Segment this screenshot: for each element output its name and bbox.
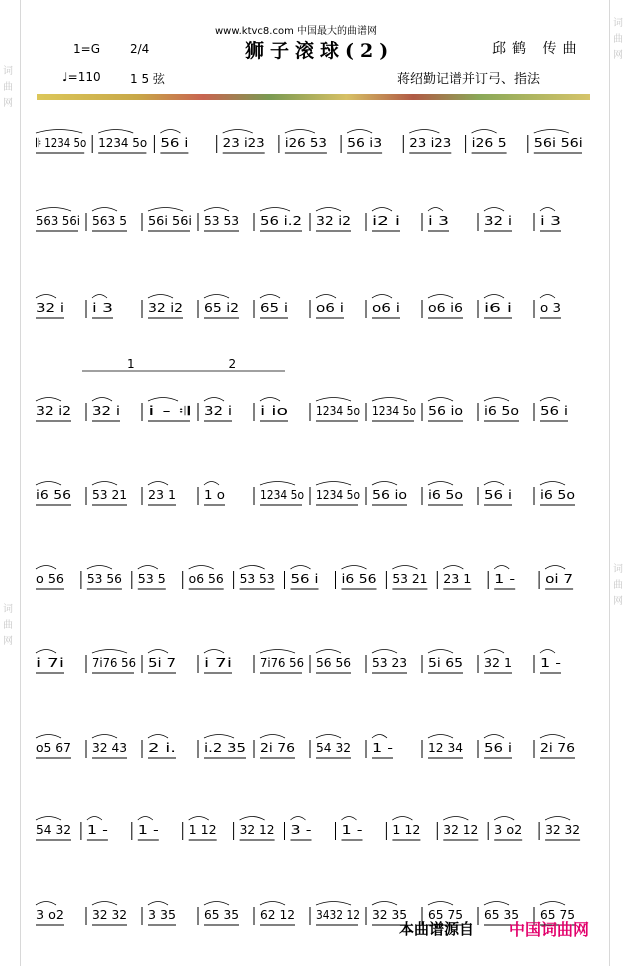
slur-mark — [204, 650, 224, 654]
slur-mark — [484, 902, 509, 906]
right-margin-strip — [609, 0, 630, 966]
slur-mark — [148, 650, 168, 654]
measure-notes: i 3 — [428, 214, 449, 228]
slur-mark — [260, 902, 285, 906]
measure-notes: 1234 5o — [316, 488, 360, 502]
measure-notes: 23 1 — [443, 572, 472, 586]
measure-notes: o6 56 — [188, 572, 224, 586]
slur-mark — [494, 566, 509, 570]
time-signature: 2/4 — [130, 42, 150, 56]
notation-line — [30, 561, 590, 601]
watermark-char: 曲 — [3, 620, 13, 631]
notation-line — [30, 645, 590, 685]
measure-notes: i26 5 — [471, 136, 507, 150]
slur-mark — [372, 295, 392, 299]
measure-notes: 1 12 — [188, 823, 217, 837]
notation-line — [30, 730, 590, 770]
slur-mark — [92, 208, 117, 212]
measure-notes: 32 1 — [484, 656, 512, 670]
slur-mark — [484, 398, 509, 402]
watermark-char: 词 — [613, 564, 623, 575]
measure-notes: 53 21 — [92, 488, 127, 502]
measure-notes: 56 i — [540, 404, 568, 418]
slur-mark — [223, 130, 253, 134]
slur-mark — [92, 398, 112, 402]
slur-mark — [92, 295, 107, 299]
watermark-char: 网 — [613, 596, 623, 607]
measure-notes: 56 i — [484, 488, 512, 502]
measure-notes: i6 56 — [341, 572, 377, 586]
measure-notes: 2 i. — [148, 741, 176, 755]
arranger-credit: 蒋绍勤记谱并订弓、指法 — [397, 72, 541, 87]
slur-mark — [148, 482, 168, 486]
slur-mark — [534, 130, 569, 134]
slur-mark — [291, 817, 306, 821]
slur-mark — [204, 735, 234, 739]
measure-notes: 53 53 — [204, 214, 239, 228]
measure-notes: 65 35 — [484, 908, 519, 922]
slur-mark — [428, 295, 453, 299]
measure-notes: i6 5o — [428, 488, 463, 502]
slur-mark — [484, 735, 504, 739]
slur-mark — [189, 566, 214, 570]
slur-mark — [372, 735, 387, 739]
measure-notes: i2 i — [372, 214, 400, 228]
measure-notes: 23 i23 — [409, 136, 452, 150]
measure-notes: 32 35 — [372, 908, 407, 922]
slur-mark — [316, 482, 351, 486]
source-label: 本曲谱源自 — [399, 920, 475, 938]
slur-mark — [260, 650, 295, 654]
measure-notes: 65 i — [260, 301, 288, 315]
measure-notes: i6 56 — [36, 488, 71, 502]
notation-line-svg — [30, 125, 590, 165]
watermark-char: 词 — [613, 18, 623, 29]
measure-notes: 1 - — [540, 656, 561, 670]
slur-mark — [240, 817, 265, 821]
slur-mark — [148, 398, 178, 402]
slur-mark — [540, 398, 560, 402]
slur-mark — [540, 735, 565, 739]
measure-notes: 32 i2 — [148, 301, 183, 315]
slur-mark — [36, 735, 61, 739]
slur-mark — [36, 650, 56, 654]
measure-notes: 1234 5o — [260, 488, 304, 502]
measure-notes: 5i 65 — [428, 656, 463, 670]
notation-line-svg — [30, 897, 590, 937]
slur-mark — [138, 566, 158, 570]
measure-notes: 3432 12 — [316, 908, 360, 922]
slur-mark — [472, 130, 497, 134]
measure-notes: 56 56 — [316, 656, 351, 670]
volta-number: 1 — [127, 357, 135, 371]
measure-notes: 1234 5o — [372, 404, 416, 418]
measure-notes: o5 67 — [36, 741, 71, 755]
slur-mark — [87, 566, 112, 570]
measure-notes: 𝄆 1234 5o — [36, 136, 87, 150]
slur-mark — [36, 130, 82, 134]
measure-notes: 56 i — [290, 572, 319, 586]
slur-mark — [316, 650, 341, 654]
left-margin-strip — [0, 0, 21, 966]
measure-notes: 32 12 — [443, 823, 479, 837]
notation-line-svg — [30, 290, 590, 330]
watermark-char: 词 — [3, 66, 13, 77]
measure-notes: i 3 — [540, 214, 561, 228]
slur-mark — [316, 295, 336, 299]
slur-mark — [484, 295, 504, 299]
slur-mark — [428, 902, 453, 906]
measure-notes: 1 - — [86, 823, 108, 837]
measure-notes: oi 7 — [545, 572, 574, 586]
measure-notes: o 56 — [36, 572, 64, 586]
measure-notes: 3 - — [290, 823, 312, 837]
slur-mark — [92, 482, 117, 486]
measure-notes: 32 i — [92, 404, 120, 418]
measure-notes: 32 32 — [92, 908, 127, 922]
measure-notes: 1234 5o — [98, 136, 148, 150]
slur-mark — [36, 902, 56, 906]
slur-mark — [260, 482, 295, 486]
string-tuning: 1 5 弦 — [130, 72, 165, 86]
measure-notes: i6 i — [484, 301, 512, 315]
measure-notes: i 7i — [36, 656, 64, 670]
measure-notes: 1 12 — [392, 823, 421, 837]
measure-notes: 53 5 — [137, 572, 166, 586]
measure-notes: 65 75 — [428, 908, 463, 922]
slur-mark — [36, 482, 61, 486]
measure-notes: 56 i — [160, 136, 189, 150]
brand-logo-text: 中国词曲网 — [509, 920, 590, 939]
notation-line — [30, 812, 590, 852]
measure-notes: 53 23 — [372, 656, 407, 670]
measure-notes: i6 5o — [540, 488, 575, 502]
slur-mark — [342, 566, 367, 570]
slur-mark — [545, 817, 570, 821]
watermark-char: 网 — [3, 98, 13, 109]
slur-mark — [98, 130, 133, 134]
slur-mark — [148, 735, 168, 739]
slur-mark — [148, 208, 183, 212]
measure-notes: 53 53 — [239, 572, 275, 586]
measure-notes: 1 o — [204, 488, 225, 502]
slur-mark — [260, 295, 280, 299]
decorative-divider — [37, 94, 590, 100]
watermark-char: 曲 — [3, 82, 13, 93]
slur-mark — [36, 398, 61, 402]
slur-mark — [372, 650, 397, 654]
slur-mark — [409, 130, 439, 134]
measure-notes: 32 i2 — [36, 404, 71, 418]
slur-mark — [316, 902, 351, 906]
slur-mark — [204, 208, 229, 212]
measure-notes: 563 56i — [36, 214, 80, 228]
measure-notes: 2i 76 — [260, 741, 295, 755]
measure-notes: 1234 5o — [316, 404, 360, 418]
slur-mark — [189, 817, 209, 821]
measure-notes: o6 i — [316, 301, 344, 315]
slur-mark — [540, 482, 565, 486]
slur-mark — [428, 398, 453, 402]
notation-line — [30, 203, 590, 243]
slur-mark — [148, 295, 173, 299]
slur-mark — [540, 650, 555, 654]
measure-notes: 56 io — [428, 404, 463, 418]
slur-mark — [443, 817, 468, 821]
composer-credit: 邱鹤 传曲 — [492, 41, 583, 57]
notation-line — [30, 357, 590, 433]
slur-mark — [36, 817, 61, 821]
notation-line — [30, 290, 590, 330]
measure-notes: 7i76 56 — [260, 656, 304, 670]
measure-notes: o6 i6 — [428, 301, 463, 315]
measure-notes: 65 35 — [204, 908, 239, 922]
tempo-marking: ♩=110 — [62, 70, 101, 84]
slur-mark — [36, 208, 71, 212]
notation-line — [30, 897, 590, 937]
slur-mark — [160, 130, 180, 134]
slur-mark — [392, 566, 417, 570]
notation-line-svg — [30, 203, 590, 243]
watermark-char: 网 — [613, 50, 623, 61]
slur-mark — [240, 566, 265, 570]
slur-mark — [291, 566, 311, 570]
measure-notes: 1 - — [494, 572, 516, 586]
measure-notes: 3 o2 — [494, 823, 523, 837]
measure-notes: 32 12 — [239, 823, 275, 837]
measure-notes: 3 o2 — [36, 908, 64, 922]
slur-mark — [316, 208, 341, 212]
notation-line — [30, 125, 590, 165]
slur-mark — [285, 130, 315, 134]
measure-notes: 1 - — [372, 741, 393, 755]
slur-mark — [372, 398, 407, 402]
watermark-char: 曲 — [613, 34, 623, 45]
slur-mark — [545, 566, 565, 570]
slur-mark — [204, 902, 229, 906]
slur-mark — [372, 208, 392, 212]
slur-mark — [204, 482, 219, 486]
slur-mark — [138, 817, 153, 821]
measure-notes: 65 75 — [540, 908, 575, 922]
slur-mark — [87, 817, 102, 821]
notation-line-svg — [30, 561, 590, 601]
measure-notes: i26 53 — [284, 136, 327, 150]
slur-mark — [260, 735, 285, 739]
slur-mark — [484, 208, 504, 212]
slur-mark — [36, 566, 56, 570]
measure-notes: 5i 7 — [148, 656, 176, 670]
measure-notes: 23 i23 — [222, 136, 265, 150]
slur-mark — [92, 735, 117, 739]
measure-notes: 56 i — [484, 741, 512, 755]
slur-mark — [484, 482, 504, 486]
notation-line-svg — [30, 477, 590, 517]
watermark-char: 词 — [3, 604, 13, 615]
slur-mark — [92, 902, 117, 906]
measure-notes: 563 5 — [92, 214, 127, 228]
measure-notes: 56 i3 — [347, 136, 383, 150]
slur-mark — [260, 398, 280, 402]
slur-mark — [204, 398, 224, 402]
site-url: www.ktvc8.com 中国最大的曲谱网 — [215, 26, 378, 37]
watermark-char: 网 — [3, 636, 13, 647]
measure-notes: o6 i — [372, 301, 400, 315]
measure-notes: 32 43 — [92, 741, 127, 755]
slur-mark — [316, 735, 341, 739]
measure-notes: i 3 — [92, 301, 113, 315]
measure-notes: 54 32 — [316, 741, 351, 755]
measure-notes: 32 i — [204, 404, 232, 418]
measure-notes: 53 56 — [86, 572, 122, 586]
measure-notes: 12 34 — [428, 741, 463, 755]
measure-notes: 32 i2 — [316, 214, 351, 228]
notation-line-svg — [30, 645, 590, 685]
measure-notes: 65 i2 — [204, 301, 239, 315]
slur-mark — [494, 817, 514, 821]
measure-notes: 32 i — [36, 301, 64, 315]
slur-mark — [372, 482, 397, 486]
slur-mark — [347, 130, 372, 134]
slur-mark — [540, 902, 565, 906]
measure-notes: 3 35 — [148, 908, 176, 922]
slur-mark — [260, 208, 290, 212]
slur-mark — [372, 902, 397, 906]
slur-mark — [316, 398, 351, 402]
slur-mark — [443, 566, 463, 570]
slur-mark — [484, 650, 504, 654]
measure-notes: 56 io — [372, 488, 407, 502]
measure-notes: 23 1 — [148, 488, 176, 502]
slur-mark — [540, 295, 555, 299]
slur-mark — [92, 650, 127, 654]
measure-notes: i io — [260, 404, 288, 418]
slur-mark — [148, 902, 168, 906]
notation-line-svg — [30, 730, 590, 770]
watermark-char: 曲 — [613, 580, 623, 591]
measure-notes: 56i 56i — [148, 214, 192, 228]
slur-mark — [36, 295, 56, 299]
measure-notes: 56 i.2 — [260, 214, 302, 228]
slur-mark — [428, 650, 453, 654]
measure-notes: 2i 76 — [540, 741, 575, 755]
measure-notes: 56i 56i — [533, 136, 583, 150]
measure-notes: 53 21 — [392, 572, 428, 586]
slur-mark — [540, 208, 555, 212]
measure-notes: i - 𝄇 — [148, 404, 191, 418]
measure-notes: 32 32 — [545, 823, 581, 837]
measure-notes: i6 5o — [484, 404, 519, 418]
measure-notes: 1 - — [341, 823, 363, 837]
slur-mark — [342, 817, 357, 821]
measure-notes: i 7i — [204, 656, 232, 670]
measure-notes: 1 - — [137, 823, 159, 837]
measure-notes: i.2 35 — [204, 741, 246, 755]
notation-line-svg — [30, 357, 590, 433]
measure-notes: 62 12 — [260, 908, 295, 922]
slur-mark — [392, 817, 412, 821]
measure-notes: 7i76 56 — [92, 656, 136, 670]
measure-notes: 32 i — [484, 214, 512, 228]
slur-mark — [428, 482, 453, 486]
key-signature: 1=G — [73, 42, 100, 56]
notation-line-svg — [30, 812, 590, 852]
measure-notes: 54 32 — [36, 823, 71, 837]
slur-mark — [428, 735, 453, 739]
slur-mark — [428, 208, 443, 212]
notation-line — [30, 477, 590, 517]
measure-notes: o 3 — [540, 301, 561, 315]
score-title: 狮子滚球(2) — [245, 40, 395, 62]
slur-mark — [204, 295, 229, 299]
volta-number: 2 — [228, 357, 237, 371]
